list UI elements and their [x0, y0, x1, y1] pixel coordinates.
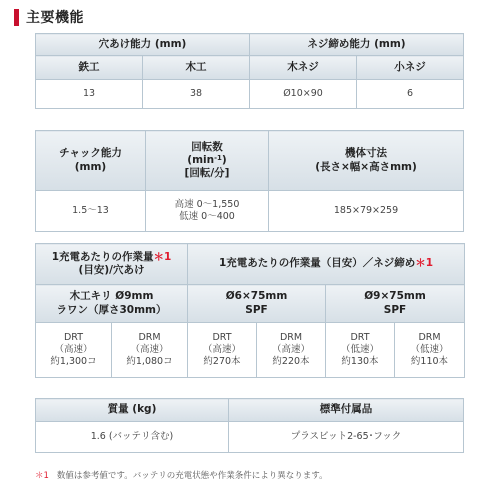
work-cell: DRM （高速） 約220本: [257, 323, 326, 378]
rpm-unit: $(\min^{-1})$: [187, 153, 227, 166]
rpm-header: [146, 131, 269, 191]
weight-value: 1.6 (バッテリ含む): [36, 422, 229, 453]
drilling-work-sublabel: (目安)/穴あけ: [78, 264, 145, 276]
accessory-value: プラスビット2-65･フック: [229, 422, 464, 453]
screw-6mm-header: [188, 285, 326, 323]
accessory-header: 標準付属品: [229, 399, 464, 422]
drilling-work-header: [36, 244, 188, 285]
screw-9mm-material: SPF: [383, 303, 407, 316]
wood-value: 38: [143, 80, 250, 109]
chuck-capacity-unit: (mm): [74, 160, 107, 173]
steel-header: 鉄工: [36, 56, 143, 80]
wood-drill-header: [36, 285, 188, 323]
dimensions-header: [269, 131, 464, 191]
weight-accessory-table: [35, 398, 464, 453]
screw-9mm-header: [326, 285, 465, 323]
rpm-low: 低速 0～400: [179, 211, 235, 222]
screw-9mm-size: Ø9×75mm: [364, 290, 426, 303]
wood-screw-header: 木ネジ: [250, 56, 357, 80]
work-amount-table: [35, 243, 465, 378]
wood-header: 木工: [143, 56, 250, 80]
chuck-capacity-header: [36, 131, 146, 191]
screwing-work-header: [188, 244, 465, 285]
footnote: [35, 469, 328, 481]
drilling-capacity-header: 穴あけ能力 (mm): [36, 34, 250, 56]
capacity-table: [35, 33, 464, 109]
rpm-high: 高速 0～1,550: [174, 199, 240, 211]
section-title-text: 主要機能: [26, 10, 84, 26]
dimensions-label: 機体寸法: [345, 147, 387, 160]
title-accent-bar: [14, 9, 19, 26]
rpm-unit-alt: [回転/分]: [184, 167, 230, 180]
work-cell: DRT （高速） 約270本: [188, 323, 257, 378]
footnote-marker: ＊1: [153, 250, 172, 263]
wood-drill-material: ラワン（厚さ30mm）: [56, 303, 167, 316]
weight-header: 質量 (kg): [36, 399, 229, 422]
rpm-value: [146, 191, 269, 232]
dimensions-unit: (長さ×幅×高さmm): [315, 160, 417, 173]
screwing-capacity-header: ネジ締め能力 (mm): [250, 34, 464, 56]
screw-6mm-size: Ø6×75mm: [225, 290, 288, 303]
section-title: [14, 7, 84, 27]
rpm-label: 回転数: [191, 140, 223, 153]
wood-drill-size: 木工キリ Ø9mm: [69, 290, 154, 303]
small-screw-header: 小ネジ: [357, 56, 464, 80]
footnote-text: 数値は参考値です。バッテリの充電状態や作業条件により異なります。: [56, 471, 328, 481]
specs-table: [35, 130, 464, 232]
work-cell: DRT （高速） 約1,300コ: [36, 323, 112, 378]
dimensions-value: 185×79×259: [269, 191, 464, 232]
screwing-work-label: 1充電あたりの作業量（目安）／ネジ締め: [218, 257, 416, 270]
chuck-capacity-value: 1.5～13: [36, 191, 146, 232]
wood-screw-value: Ø10×90: [250, 80, 357, 109]
chuck-capacity-label: チャック能力: [59, 147, 122, 160]
work-cell: DRT （低速） 約130本: [326, 323, 395, 378]
screw-6mm-material: SPF: [245, 303, 268, 316]
work-cell: DRM （低速） 約110本: [395, 323, 465, 378]
work-cell: DRM （高速） 約1,080コ: [112, 323, 188, 378]
steel-value: 13: [36, 80, 143, 109]
drilling-work-label: 1充電あたりの作業量: [51, 250, 154, 263]
footnote-marker: ＊1: [415, 257, 434, 270]
footnote-mark: ＊1: [35, 471, 49, 481]
small-screw-value: 6: [357, 80, 464, 109]
